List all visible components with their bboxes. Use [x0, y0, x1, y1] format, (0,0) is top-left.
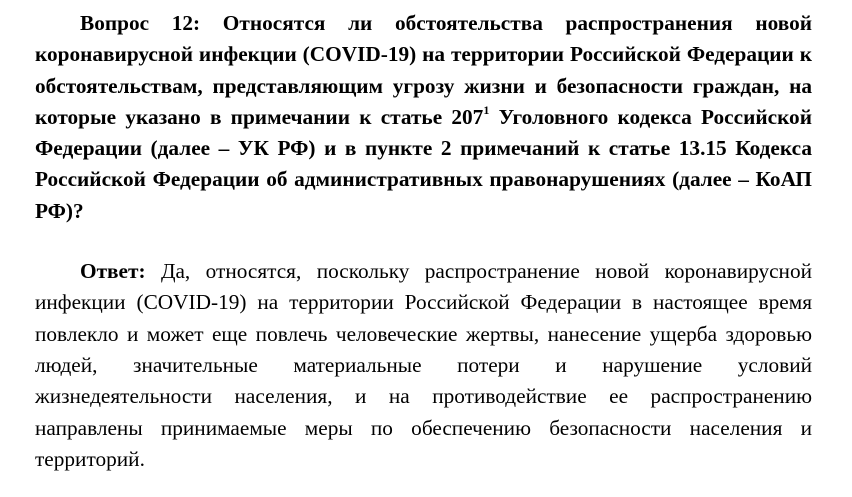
answer-text: Да, относятся, поскольку распространение новой коронавирусной инфекции (COVID-19) на территории Российской Федерации в настоящее время повлекло и может еще повлечь человеческие жертвы, нанесение ущерба здоровью людей, значительные материальные потери и нарушение условий жизнедеятельности населения, и на противодействие ее распространению направлены принимаемые меры по обеспечению безопасности населения и территорий. — [35, 259, 812, 471]
question-text-continued: Уголовного кодекса Российской Федерации (далее – УК РФ) и в пункте 2 примечаний к статье 13.15 Кодекса Российской Федерации об административных правонарушениях (далее – КоАП РФ)? — [35, 104, 812, 223]
answer-label: Ответ: — [80, 259, 146, 284]
question-label: Вопрос 12: — [80, 11, 201, 35]
question-text: Относятся ли обстоятельства распространения новой коронавирусной инфекции (COVID-19) на территории Российской Федерации к обстоятельствам, представляющим угрозу жизни и безопасности граждан, на которые указано в примечании к статье 207 — [35, 11, 812, 129]
footnote-superscript: 1 — [483, 102, 490, 117]
answer-paragraph — [35, 256, 812, 475]
document-page — [35, 8, 812, 475]
question-paragraph — [35, 8, 812, 227]
